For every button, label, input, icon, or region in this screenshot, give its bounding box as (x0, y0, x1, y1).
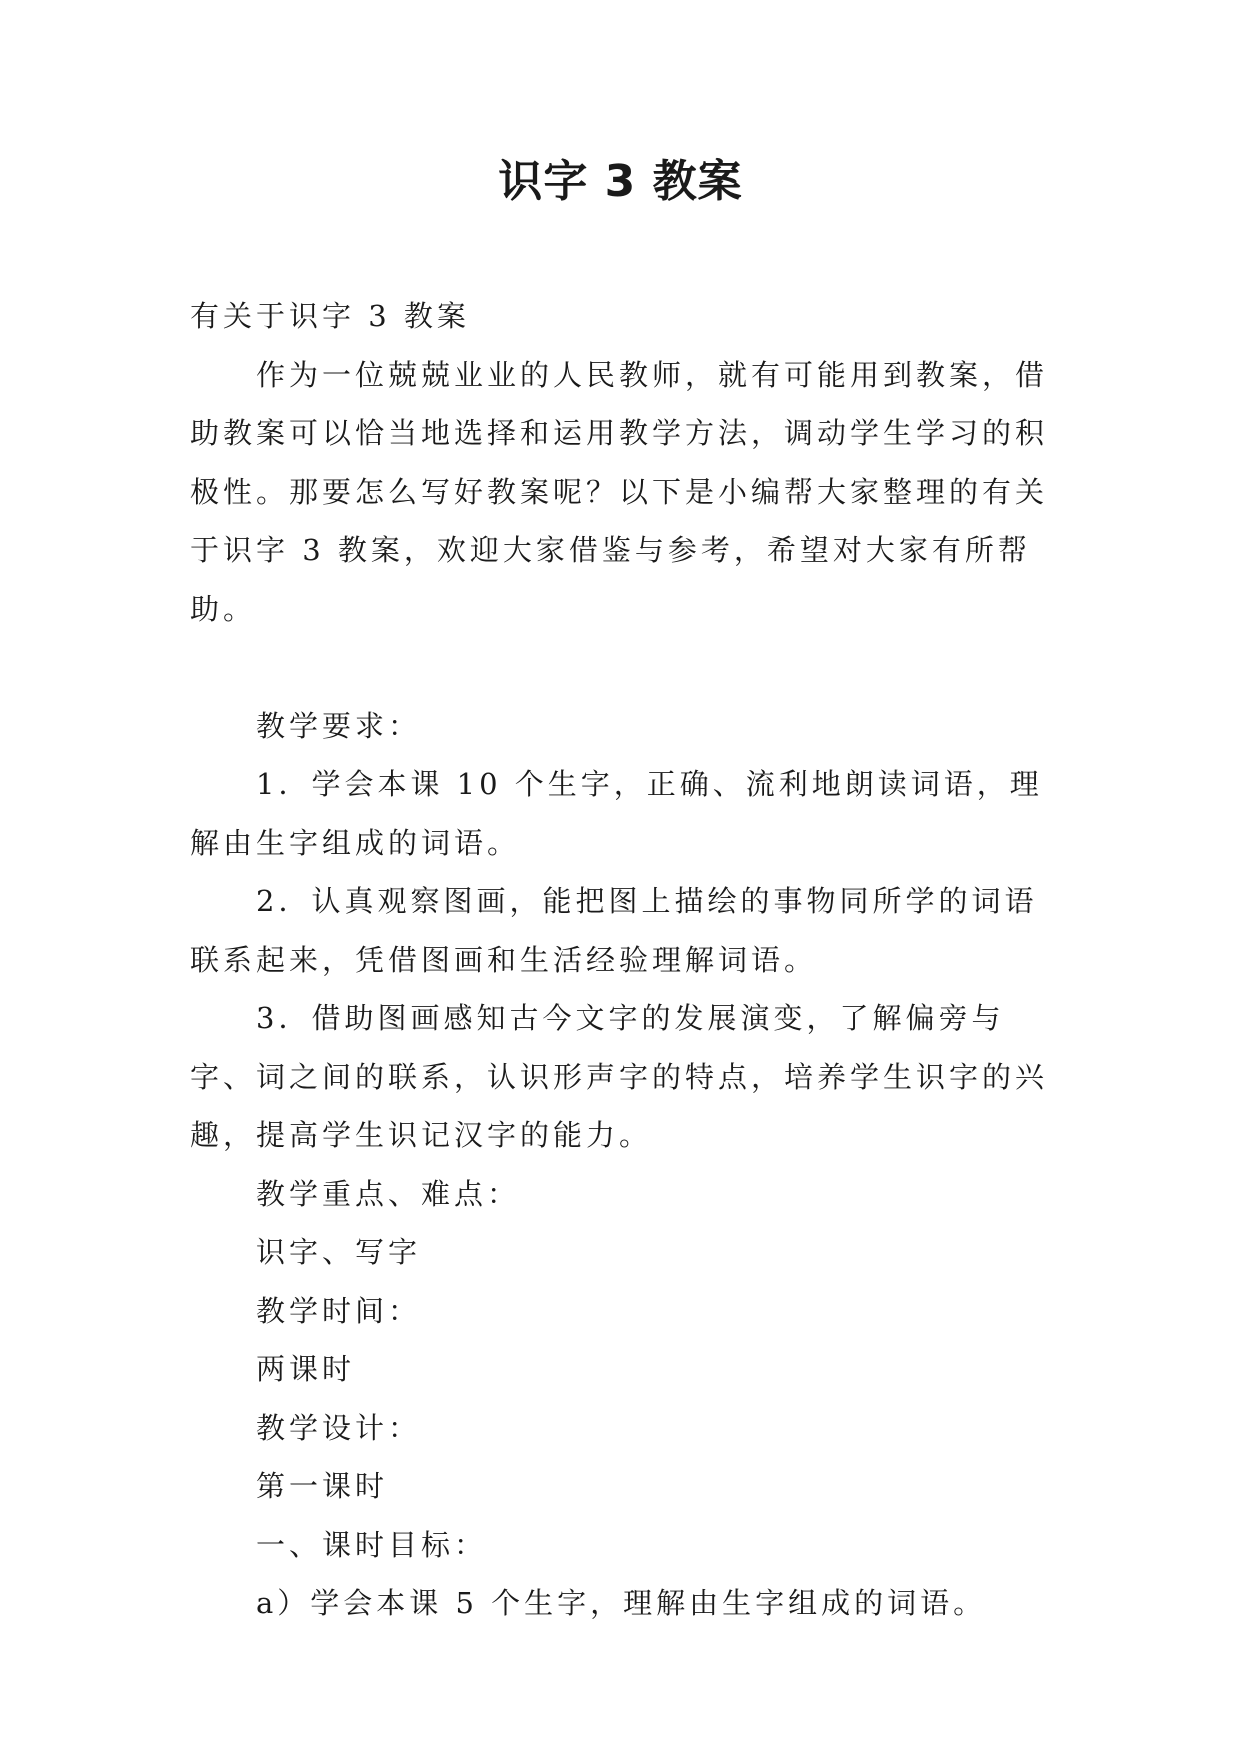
intro-paragraph: 作为一位兢兢业业的人民教师，就有可能用到教案，借助教案可以恰当地选择和运用教学方法，调动学生学习的积极性。那要怎么写好教案呢？以下是小编帮大家整理的有关于识字 3 教案，欢迎大家借鉴与参考，希望对大家有所帮助。 (190, 357, 1049, 626)
first-lesson-heading: 第一课时 (256, 1469, 389, 1503)
teaching-design-heading: 教学设计： (256, 1410, 422, 1445)
key-points-text: 识字、写字 (256, 1235, 422, 1269)
requirement-item-2: 2．认真观察图画，能把图上描绘的事物同所学的词语联系起来，凭借图画和生活经验理解词语。 (190, 884, 1038, 977)
document-title: 识字 3 教案 (498, 156, 743, 207)
teaching-time-heading: 教学时间： (256, 1293, 422, 1328)
requirement-item-3: 3．借助图画感知古今文字的发展演变，了解偏旁与字、词之间的联系，认识形声字的特点，培养学生识字的兴趣，提高学生识记汉字的能力。 (190, 1001, 1049, 1152)
teaching-time-text: 两课时 (256, 1352, 356, 1386)
blank-line (190, 638, 1070, 697)
requirement-item-1: 1．学会本课 10 个生字，正确、流利地朗读词语，理解由生字组成的词语。 (190, 767, 1043, 860)
lesson-goals-heading: 一、课时目标： (256, 1527, 488, 1562)
lesson-goal-item-a: a）学会本课 5 个生字，理解由生字组成的词语。 (256, 1586, 987, 1620)
intro-line: 有关于识字 3 教案 (190, 299, 470, 333)
document-body (190, 287, 1070, 1633)
key-points-heading: 教学重点、难点： (256, 1176, 521, 1211)
teaching-requirements-heading: 教学要求： (256, 708, 422, 743)
